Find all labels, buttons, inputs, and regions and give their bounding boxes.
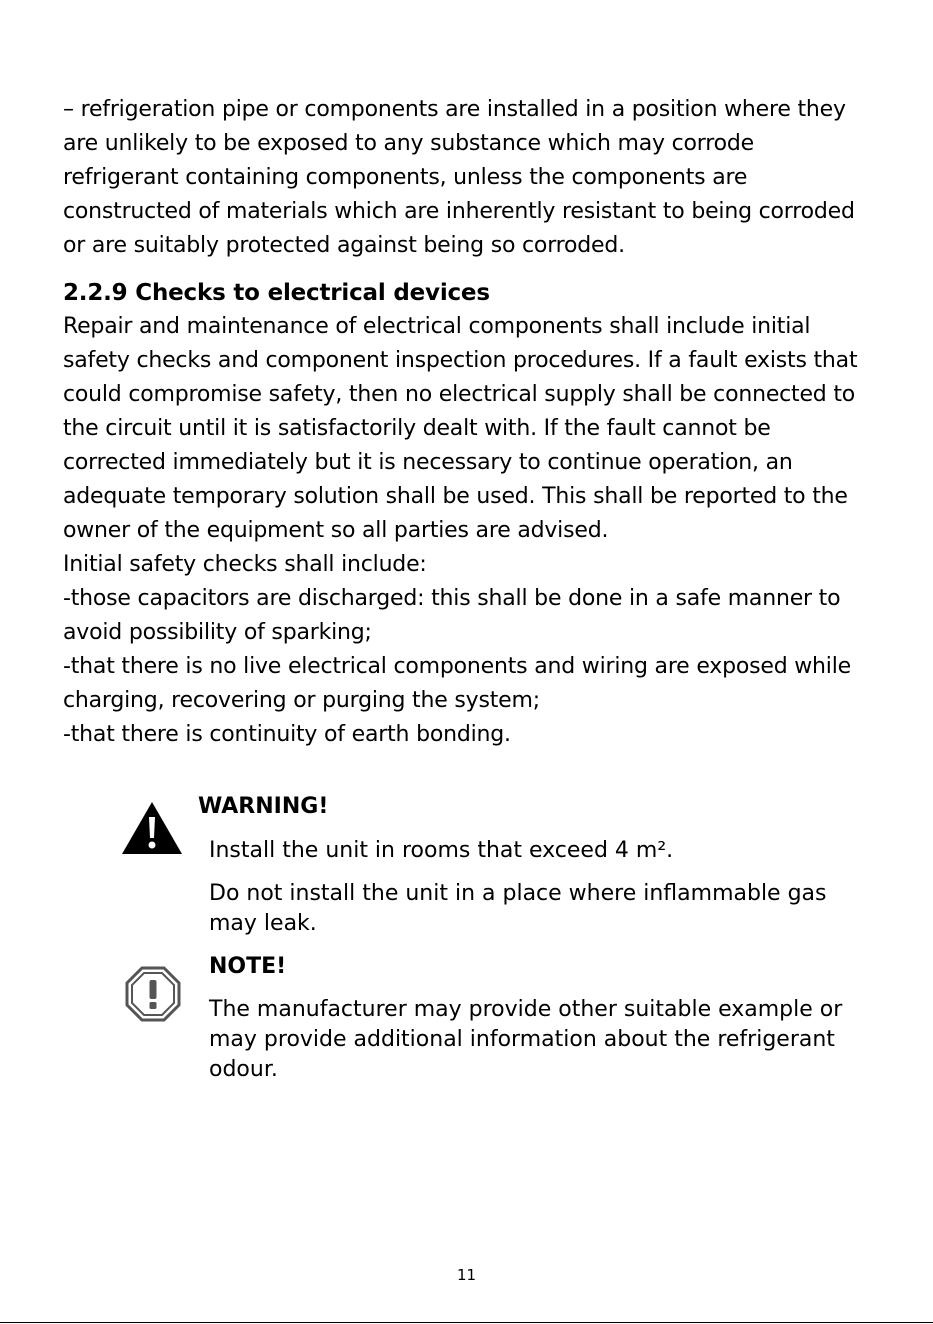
warning-line: may leak. bbox=[209, 911, 317, 936]
paragraph-line: Repair and maintenance of electrical components shall include initial bbox=[63, 314, 811, 339]
warning-gas-text bbox=[209, 879, 827, 939]
paragraph-line: adequate temporary solution shall be used. This shall be reported to the bbox=[63, 484, 848, 509]
note-line: may provide additional information about the refrigerant bbox=[209, 1027, 835, 1052]
warning-triangle-icon bbox=[120, 800, 184, 856]
paragraph-line: -those capacitors are discharged: this shall be done in a safe manner to bbox=[63, 586, 841, 611]
paragraph-line: charging, recovering or purging the system; bbox=[63, 688, 540, 713]
page-number: 11 bbox=[456, 1266, 477, 1284]
warning-title: WARNING! bbox=[198, 794, 329, 819]
paragraph-line: safety checks and component inspection procedures. If a fault exists that bbox=[63, 348, 858, 373]
paragraph-line: corrected immediately but it is necessary to continue operation, an bbox=[63, 450, 793, 475]
warning-room-size-text: Install the unit in rooms that exceed 4 m². bbox=[209, 838, 674, 863]
paragraph-line: – refrigeration pipe or components are installed in a position where they bbox=[63, 97, 846, 122]
note-text bbox=[209, 995, 842, 1085]
note-title: NOTE! bbox=[209, 954, 287, 979]
paragraph-line: or are suitably protected against being so corroded. bbox=[63, 233, 625, 258]
paragraph-line: owner of the equipment so all parties are advised. bbox=[63, 518, 609, 543]
paragraph-line: are unlikely to be exposed to any substance which may corrode bbox=[63, 131, 754, 156]
paragraph-line: Initial safety checks shall include: bbox=[63, 552, 427, 577]
note-line: The manufacturer may provide other suitable example or bbox=[209, 997, 843, 1022]
note-line: odour. bbox=[209, 1057, 278, 1082]
paragraph-line: could compromise safety, then no electrical supply shall be connected to bbox=[63, 382, 856, 407]
section-heading: 2.2.9 Checks to electrical devices bbox=[63, 280, 490, 306]
electrical-checks-paragraph bbox=[63, 310, 863, 752]
paragraph-line: -that there is no live electrical components and wiring are exposed while bbox=[63, 654, 851, 679]
paragraph-line: -that there is continuity of earth bonding. bbox=[63, 722, 511, 747]
warning-line: Do not install the unit in a place where inflammable gas bbox=[209, 881, 827, 906]
paragraph-line: refrigerant containing components, unless the components are bbox=[63, 165, 748, 190]
paragraph-line: constructed of materials which are inherently resistant to being corroded bbox=[63, 199, 855, 224]
paragraph-line: avoid possibility of sparking; bbox=[63, 620, 372, 645]
bottom-divider bbox=[0, 1322, 933, 1323]
exclamation-octagon-icon bbox=[124, 965, 182, 1023]
paragraph-line: the circuit until it is satisfactorily dealt with. If the fault cannot be bbox=[63, 416, 771, 441]
refrigeration-pipe-paragraph bbox=[63, 93, 863, 263]
